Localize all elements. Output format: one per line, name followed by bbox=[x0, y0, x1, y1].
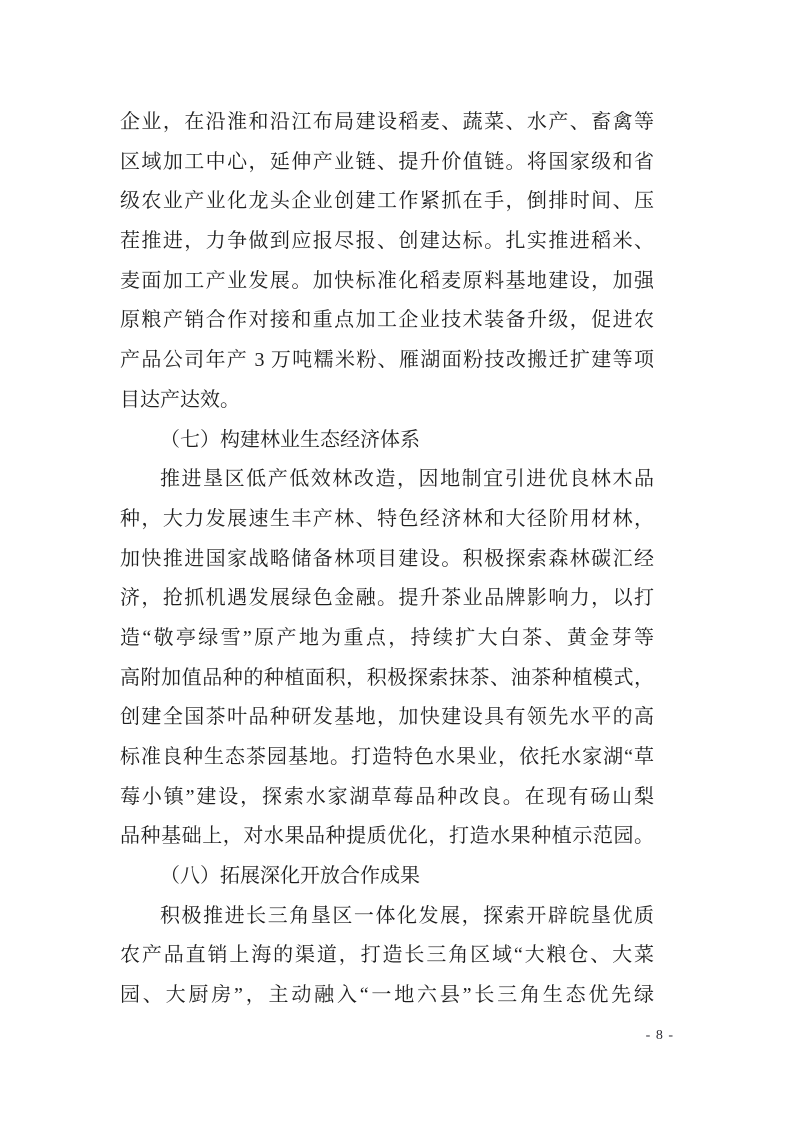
text-line: 推进垦区低产低效林改造，因地制宜引进优良林木品 bbox=[160, 468, 654, 491]
text-line: 莓小镇”建设，探索水家湖草莓品种改良。在现有砀山梨 bbox=[120, 785, 654, 808]
section-heading: （七）构建林业生态经济体系 bbox=[160, 428, 420, 451]
text-line: 目达产达效。 bbox=[120, 388, 240, 411]
text-line: 品种基础上，对水果品种提质优化，打造水果种植示范园。 bbox=[120, 825, 654, 848]
text-line: 加快推进国家战略储备林项目建设。积极探索森林碳汇经 bbox=[120, 547, 654, 570]
text-line: 标准良种生态茶园基地。打造特色水果业，依托水家湖“草 bbox=[120, 746, 654, 768]
text-line: 园、大厨房”，主动融入“一地六县”长三角生态优先绿 bbox=[120, 984, 654, 1007]
text-line: 茬推进，力争做到应报尽报、创建达标。扎实推进稻米、 bbox=[120, 230, 654, 253]
text-line: 高附加值品种的种植面积，积极探索抹茶、油茶种植模式， bbox=[120, 666, 654, 689]
page-number: - 8 - bbox=[645, 1028, 674, 1043]
text-line: 积极推进长三角垦区一体化发展，探索开辟皖垦优质 bbox=[160, 904, 654, 927]
text-line: 农产品直销上海的渠道，打造长三角区域“大粮仓、大菜 bbox=[120, 944, 654, 967]
text-line: 造“敬亭绿雪”原产地为重点，持续扩大白茶、黄金芽等 bbox=[120, 626, 654, 649]
text-line: 级农业产业化龙头企业创建工作紧抓在手，倒排时间、压 bbox=[120, 190, 654, 213]
text-line: 产品公司年产 3 万吨糯米粉、雁湖面粉技改搬迁扩建等项 bbox=[120, 349, 654, 372]
text-line: 区域加工中心，延伸产业链、提升价值链。将国家级和省 bbox=[120, 150, 654, 173]
text-line: 原粮产销合作对接和重点加工企业技术装备升级，促进农 bbox=[120, 309, 654, 332]
text-line: 济，抢抓机遇发展绿色金融。提升茶业品牌影响力，以打 bbox=[120, 587, 654, 610]
text-line: 企业，在沿淮和沿江布局建设稻麦、蔬菜、水产、畜禽等 bbox=[120, 111, 654, 133]
text-line: 麦面加工产业发展。加快标准化稻麦原料基地建设，加强 bbox=[120, 269, 654, 292]
text-line: 种，大力发展速生丰产林、特色经济林和大径阶用材林， bbox=[120, 507, 654, 530]
section-heading: （八）拓展深化开放合作成果 bbox=[160, 865, 420, 888]
document-body bbox=[120, 103, 654, 1016]
text-line: 创建全国茶叶品种研发基地，加快建设具有领先水平的高 bbox=[120, 706, 654, 729]
